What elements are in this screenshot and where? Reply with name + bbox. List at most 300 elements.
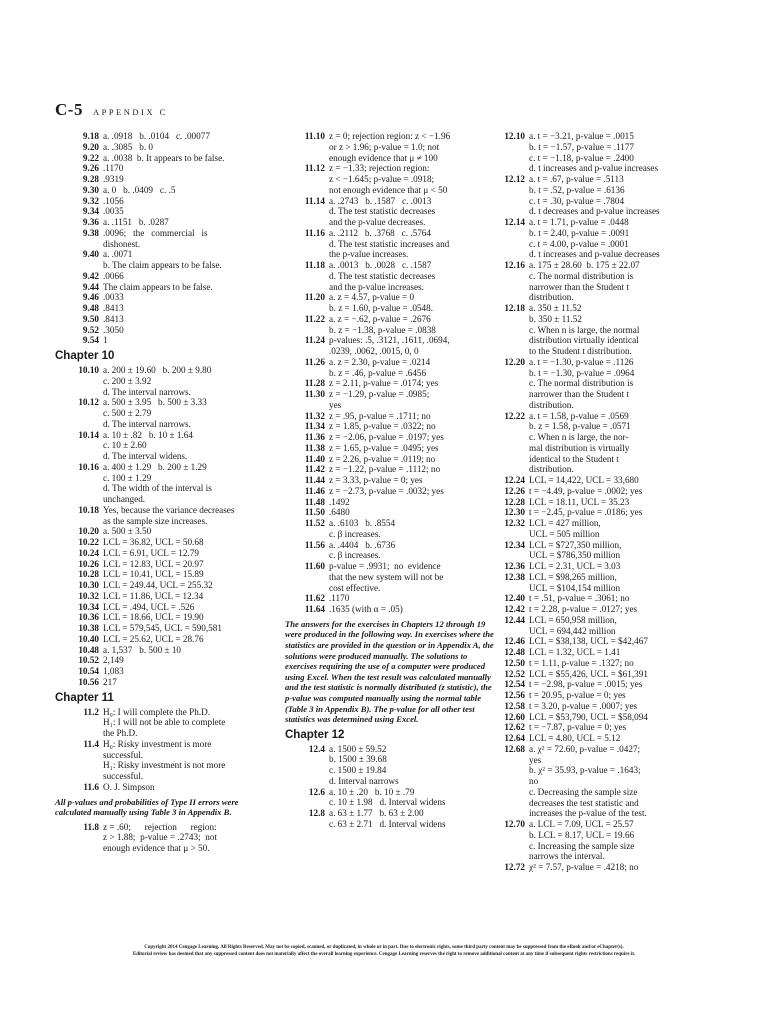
exercise-number: 11.62 [304,593,325,604]
answer-line: a. LCL = 7.09, UCL = 25.57 [529,819,634,829]
answer-entry [285,604,495,615]
exercise-number: 11.48 [304,496,325,507]
answer-text [529,303,716,357]
answer-line: dishonest. [103,238,141,249]
answer-entry [498,475,716,486]
answer-entry [498,701,716,712]
answer-entry [55,559,275,570]
answer-text [103,325,275,336]
answer-entry [55,430,275,462]
answer-line: .9319 [103,174,124,184]
answer-line: c. 200 ± 3.92 [103,375,152,386]
answer-entry [498,636,716,647]
exercise-number: 10.30 [78,580,99,590]
exercise-number: 9.50 [82,313,99,324]
answer-text [103,142,275,153]
answer-line: z = 0; rejection region: z < −1.96 [329,131,451,141]
answer-entry [55,131,275,142]
answer-line: a. 0 b. .0409 c. .5 [103,184,176,195]
answer-line: successful. [103,771,144,781]
answer-line: decreases the test statistic and [529,797,639,808]
exercise-number: 12.34 [504,539,525,550]
answer-entry [55,196,275,207]
answer-line: .0096; the commercial is [103,227,208,238]
answer-text [329,497,495,508]
answer-line: yes [329,399,342,410]
answer-line: χ² = 7.57, p-value = .4218; no [529,862,639,872]
answer-entry [285,260,495,292]
answer-line: a. .2112 b. .3768 c. .5764 [329,227,431,238]
exercise-number: 12.26 [504,485,525,496]
exercise-number: 11.60 [304,561,325,571]
answer-line: d. The test statistic increases and [329,238,450,249]
answer-entry [498,217,716,260]
answer-entry [498,411,716,476]
answer-line: LCL = $98,265 million, [529,571,617,582]
exercise-number: 11.18 [304,260,325,270]
answer-line: not enough evidence that μ < 50 [329,184,448,195]
answer-line: z = 2.11, p-value = .0174; yes [329,378,439,389]
answer-entry [55,282,275,293]
answer-text [529,411,716,476]
answer-entry [55,163,275,174]
answer-line: a. t = 1.71, p-value = .0448 [529,217,629,227]
exercise-number: 11.2 [83,706,99,717]
answer-text [329,196,495,228]
method-note: All p-values and probabilities of Type II errors were calculated manually using Table 3 in Appendix B. [55,796,239,818]
answer-entry [498,690,716,701]
answer-entry [55,612,275,623]
answer-line: and the p-value decreases. [329,217,426,227]
answer-entry [55,462,275,505]
answer-line: LCL = 10.41, UCL = 15.89 [103,569,204,580]
exercise-number: 12.16 [504,260,525,270]
exercise-number: 12.36 [504,561,525,571]
answer-text [329,421,495,432]
answer-entry [55,292,275,303]
answer-line: a. χ² = 72.60, p-value = .0427; [529,743,641,754]
exercise-number: 12.62 [504,722,525,733]
answer-text [529,561,716,572]
answer-entry [285,593,495,604]
answer-line: a. z = −.62, p-value = .2676 [329,313,431,324]
answer-text [103,559,275,570]
answer-entry [55,645,275,656]
answer-line: .6480 [329,507,350,518]
answer-text [103,196,275,207]
exercise-number: 12.18 [504,303,525,313]
exercise-number: 9.52 [82,324,99,335]
exercise-number: 12.68 [504,743,525,754]
answer-text [103,249,275,271]
answer-entry [498,647,716,658]
answer-line: or z > 1.96; p-value = 1.0; not [329,141,440,152]
answer-text [103,430,275,462]
exercise-number: 11.6 [83,781,99,792]
answer-entry [285,314,495,336]
answer-line: LCL = 579,545, UCL = 590,581 [103,623,222,633]
exercise-number: 11.56 [304,539,325,550]
answer-line: a. .0918 b. .0104 c. .00077 [103,131,210,141]
answer-entry [285,432,495,443]
exercise-number: 12.72 [504,862,525,872]
answer-text [529,497,716,508]
exercise-number: 11.4 [83,738,99,749]
answer-text [529,174,716,217]
answer-line: a. .0013 b. .0028 c. .1587 [329,260,432,270]
answer-text [529,615,716,637]
answer-line: z = −2.06, p-value = .0197; yes [329,432,444,442]
answer-line: .1056 [103,195,124,206]
answer-entry [498,572,716,594]
answer-line: b. z = 1.60, p-value = .0548. [329,303,434,313]
answer-text [103,174,275,185]
answer-line: the Ph.D. [103,728,138,738]
answer-line: a. 500 ± 3.95 b. 500 ± 3.33 [103,397,207,408]
answer-entry [55,217,275,228]
answer-text [329,475,495,486]
exercise-number: 9.36 [82,217,99,227]
answer-line: UCL = $786,350 million [529,550,621,561]
answer-entry [285,808,495,830]
exercise-number: 12.42 [504,604,525,614]
exercise-number: 12.20 [504,356,525,367]
answer-entry [498,862,716,873]
exercise-number: 12.38 [504,571,525,582]
answer-text [103,548,275,559]
exercise-number: 11.34 [304,421,325,432]
answer-line: d. The interval widens. [103,451,188,461]
answer-line: LCL = 12.83, UCL = 20.97 [103,558,204,569]
answer-line: c. 100 ± 1.29 [103,472,152,483]
answer-line: z = −2.73, p-value = .0032; yes [329,485,444,496]
answer-text [329,411,495,422]
answer-line: a. 1,537 b. 500 ± 10 [103,644,182,655]
answer-line: LCL = 1.32, UCL = 1.41 [529,647,621,657]
answer-text [103,271,275,282]
answer-entry [285,228,495,260]
answer-line: O. J. Simpson [103,781,155,792]
exercise-number: 12.32 [504,518,525,528]
copyright-line-2: Editorial review has deemed that any suppressed content does not materially affect the overall learning experience. Cengage Learning reserves the right to remove additional content at any time if subsequent rights restrictions require it. [132,952,636,957]
exercise-number: 10.18 [78,504,99,515]
answer-entry [285,357,495,379]
exercise-number: 12.52 [504,668,525,679]
exercise-number: 10.40 [78,633,99,644]
exercise-number: 10.24 [78,547,99,558]
answer-line: LCL = $727,350 million, [529,539,622,550]
answer-line: .0066 [103,270,124,281]
answer-text [329,163,495,195]
exercise-number: 10.16 [78,461,99,472]
answer-text [329,260,495,292]
answer-line: z = 1.65, p-value = .0495; yes [329,442,439,453]
answer-line: successful. [103,749,144,760]
answer-text [329,507,495,518]
answer-line: c. 500 ± 2.79 [103,408,152,418]
answer-line: b. 350 ± 11.52 [529,313,582,324]
exercise-number: 10.20 [78,526,99,537]
answer-entry [498,497,716,508]
answer-entry [55,548,275,559]
exercise-number: 9.30 [82,184,99,195]
answer-entry [55,174,275,185]
exercise-number: 10.12 [78,397,99,408]
answer-line: d. The interval narrows. [103,418,191,429]
answer-entry [55,397,275,429]
answer-entry [285,497,495,508]
answer-text [529,475,716,486]
answer-entry [285,335,495,357]
answer-line: .0239, .0062, .0015, 0, 0 [329,346,419,356]
answer-line: a. 400 ± 1.29 b. 200 ± 1.29 [103,461,207,472]
answer-line: c. t = 4.00, p-value = .0001 [529,238,629,249]
exercise-number: 12.50 [504,657,525,668]
answer-text [529,690,716,701]
answer-line: LCL = 4.80, UCL = 5.12 [529,733,621,743]
answer-entry [55,707,275,739]
answer-entry [498,518,716,540]
answer-entry [498,615,716,637]
answer-line: b. t = .52, p-value = .6136 [529,184,625,195]
answer-text [529,518,716,540]
answer-entry [285,131,495,163]
answer-line: z = −1.22, p-value = .1112; no [329,464,441,475]
exercise-number: 12.60 [504,711,525,722]
answer-text [103,365,275,397]
answer-text [529,712,716,723]
answer-text [103,655,275,666]
answer-line: that the new system will not be [329,571,444,582]
answer-entry [55,580,275,591]
answer-text [103,206,275,217]
answer-line: .3050 [103,324,124,335]
answer-text [103,602,275,613]
answer-entry [55,569,275,580]
exercise-number: 12.4 [308,743,325,754]
answer-line: c. The normal distribution is [529,270,634,281]
answer-text [103,526,275,537]
answer-line: c. 63 ± 2.71 d. Interval widens [329,818,446,829]
answer-line: b. t = 2.40, p-value = .0091 [529,227,630,238]
answer-line: distribution virtually identical [529,335,639,346]
answer-entry [55,537,275,548]
answer-line: c. Decreasing the sample size [529,786,638,797]
answer-line: H₀: I will complete the Ph.D. [103,706,211,717]
exercise-number: 11.22 [304,313,325,324]
answer-entry [498,507,716,518]
answer-line: d. t increases and p-value increases [529,163,659,174]
answer-text [329,335,495,357]
answer-text [103,163,275,174]
answer-line: t = 2.28, p-value = .0127; yes [529,604,638,614]
answer-line: distribution. [529,464,574,475]
answer-line: a. .0071 [103,249,133,260]
answer-text [103,217,275,228]
answer-line: c. 1500 ± 19.84 [329,765,387,776]
answer-line: 2,149 [103,655,124,666]
answer-entry [55,634,275,645]
answer-line: d. The width of the interval is [103,483,212,494]
answer-line: LCL = 18.66, UCL = 19.90 [103,612,204,623]
answer-line: narrower than the Student t [529,281,630,292]
answer-entry [498,303,716,357]
answer-line: a. z = 4.57, p-value = 0 [329,292,415,303]
answer-entry [55,206,275,217]
answer-text [529,669,716,680]
answer-line: b. t = −1.57, p-value = .1177 [529,141,635,152]
answer-entry [498,712,716,723]
answer-line: enough evidence that μ ≠ 100 [329,152,438,163]
exercise-number: 11.38 [304,442,325,453]
answer-line: a. .0038 b. It appears to be false. [103,152,225,163]
page-header [55,100,168,120]
answer-line: 1 [103,335,108,346]
exercise-number: 11.36 [304,432,325,442]
answer-line: to the Student t distribution. [529,346,632,356]
answer-text [329,292,495,314]
answer-line: LCL = $38,138, UCL = $42,467 [529,636,648,647]
answer-text [329,808,495,830]
answer-entry [285,540,495,562]
answer-text [329,464,495,475]
answer-line: a. t = .67, p-value = .5113 [529,174,624,184]
answer-text [329,561,495,593]
answer-entry [55,666,275,677]
exercise-number: 11.24 [304,335,325,346]
answer-line: H₁: I will not be able to complete [103,717,226,728]
answer-entry [285,787,495,809]
answer-text [529,744,716,819]
answer-text [329,432,495,443]
exercise-number: 10.28 [78,569,99,580]
answer-line: b. z = −1.38, p-value = .0838 [329,324,436,335]
answer-text [529,357,716,411]
answer-line: yes [529,754,542,765]
answers-column-2 [285,131,495,830]
answer-line: t = 3.20, p-value = .0007; yes [529,700,638,711]
answer-entry [55,505,275,527]
exercise-number: 11.10 [304,131,325,141]
answer-text [529,540,716,562]
answer-line: a. t = −3.21, p-value = .0015 [529,131,634,141]
answer-line: c. The normal distribution is [529,378,634,389]
answer-entry [498,260,716,303]
exercise-number: 9.34 [82,206,99,217]
answer-line: a. 200 ± 19.60 b. 200 ± 9.80 [103,365,212,375]
exercise-number: 11.40 [304,453,325,464]
copyright-line-1: Copyright 2014 Cengage Learning. All Rights Reserved. May not be copied, scanned, or duplicated, in whole or in part. Due to electronic rights, some third party content may be suppressed from the eBook and/or eChapter(s). [144,945,624,950]
answer-entry [285,744,495,787]
answer-entry [498,722,716,733]
answer-text [103,537,275,548]
answer-entry [285,421,495,432]
answer-line: a. .1151 b. .0287 [103,217,169,227]
answer-line: z < −1.645; p-value = .0918; [329,174,435,184]
answer-entry [498,604,716,615]
answer-line: a. z = 2.30, p-value = .0214 [329,356,431,367]
answer-text [103,591,275,602]
page-number: C-5 [55,100,83,119]
answer-line: UCL = 694,442 million [529,625,616,636]
answer-line: c. Increasing the sample size [529,840,635,851]
answer-line: b. χ² = 35.93, p-value = .1643; [529,765,641,776]
answer-text [103,569,275,580]
exercise-number: 11.42 [304,464,325,475]
answer-line: d. The test statistic decreases [329,206,436,217]
exercise-number: 10.10 [78,365,99,375]
answer-line: d. The test statistic decreases [329,270,436,281]
answer-entry [285,507,495,518]
answer-line: LCL = 11.86, UCL = 12.34 [103,590,204,601]
exercise-number: 9.42 [82,270,99,281]
answer-text [103,634,275,645]
exercise-number: 10.52 [78,655,99,666]
answer-line: .0035 [103,206,124,217]
answer-line: t = 1.11, p-value = .1327; no [529,657,634,668]
exercise-number: 10.22 [78,537,99,547]
exercise-number: 9.48 [82,303,99,313]
answer-line: 217 [103,676,117,687]
answer-line: narrows the interval. [529,851,605,862]
exercise-number: 11.52 [304,518,325,528]
answer-line: a. 63 ± 1.77 b. 63 ± 2.00 [329,808,424,819]
answer-line: mal distribution is virtually [529,442,630,453]
exercise-number: 12.6 [308,786,325,797]
exercise-number: 12.54 [504,679,525,690]
answer-entry [498,357,716,411]
answer-line: .1492 [329,496,350,507]
answers-column-1 [55,131,275,854]
answer-entry [285,486,495,497]
answer-text [529,701,716,712]
exercise-number: 11.32 [304,410,325,421]
answer-text [529,722,716,733]
answer-text [103,782,275,793]
answer-line: z > 1.88; p-value = .2743; not [103,832,217,843]
answer-line: UCL = 505 million [529,528,600,539]
method-note: The answers for the exercises in Chapters 12 through 19 were produced in the following way. In exercises where the statistics are provided in the question or in Appendix A, the solutions were produced manually. The solutions to exercises requiring the use of a computer were produced using Excel. When the test result was calculated manually and the test statistic is normally distributed (z statistic), the p-value was computed manually using the normal table (Table 3 in Appendix B). The p-value for all other test statistics was determined using Excel. [285,618,494,725]
exercise-number: 9.44 [82,281,99,292]
exercise-number: 12.22 [504,410,525,421]
answer-line: LCL = $53,790, UCL = $58,094 [529,711,648,722]
exercise-number: 10.34 [78,601,99,612]
answer-line: LCL = 18.11, UCL = 35.23 [529,496,630,507]
answer-text [329,787,495,809]
exercise-number: 12.44 [504,614,525,625]
answer-text [329,593,495,604]
answer-entry [55,526,275,537]
answer-entry [55,228,275,250]
answer-text [103,292,275,303]
answer-line: .0033 [103,292,124,303]
answer-text [103,153,275,164]
answer-line: a. .4404 b. .6736 [329,539,396,550]
appendix-title: APPENDIX C [92,107,168,117]
answer-line: d. t decreases and p-value increases [529,206,660,217]
answer-text [103,677,275,688]
answer-text [103,623,275,634]
answer-entry [285,561,495,593]
answer-text [103,282,275,293]
answer-line: increases the p-value of the test. [529,808,647,819]
answer-line: t = .51, p-value = .3061; no [529,593,630,604]
answer-line: c. t = .30, p-value = .7804 [529,195,625,206]
answer-line: identical to the Student t [529,453,619,464]
answer-text [529,260,716,303]
answer-entry [498,744,716,819]
answer-text [329,314,495,336]
